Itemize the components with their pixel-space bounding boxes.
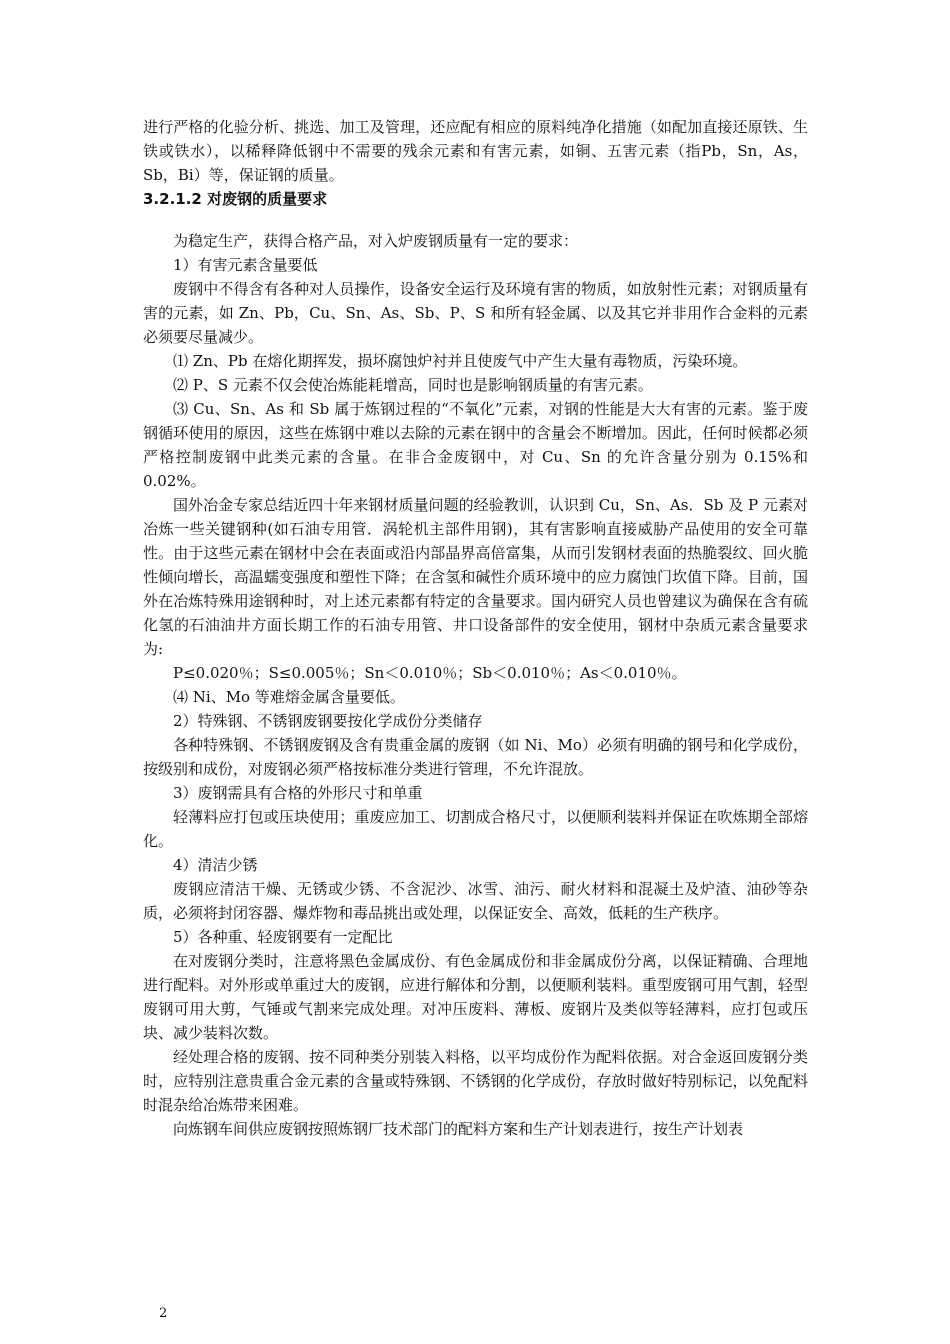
paragraph: 国外冶金专家总结近四十年来钢材质量问题的经验教训，认识到 Cu，Sn、As．Sb 及 P 元素对冶炼一些关键钢种(如石油专用管．涡轮机主部件用钢)，其有害影响直接威胁产品使用的安全可靠性。由于这些元素在钢材中会在表面或沿内部晶界高倍富集，从而引发钢材表面的热脆裂纹、回火脆性倾向增长，高温蠕变强度和塑性下降；在含氢和碱性介质环境中的应力腐蚀门坎值下降。目前，国外在冶炼特殊用途钢种时，对上述元素都有特定的含量要求。国内研究人员也曾建议为确保在含有硫化氢的石油油井方面长期工作的石油专用管、井口设备部件的安全使用，钢材中杂质元素含量要求为: bbox=[143, 496, 808, 658]
paragraph: 向炼钢车间供应废钢按照炼钢厂技术部门的配料方案和生产计划表进行，按生产计划表 bbox=[173, 1120, 744, 1138]
page-number: 2 bbox=[159, 1306, 168, 1321]
intro-paragraph: 进行严格的化验分析、挑选、加工及管理，还应配有相应的原料纯净化措施（如配加直接还原铁、生铁或铁水），以稀释降低钢中不需要的残余元素和有害元素，如铜、五害元素（指Pb，Sn，As，Sb，Bi）等，保证钢的质量。 bbox=[143, 118, 808, 184]
list-heading: 4）清洁少锈 bbox=[173, 856, 258, 874]
list-heading: 1）有害元素含量要低 bbox=[173, 256, 318, 274]
paragraph: 在对废钢分类时，注意将黑色金属成份、有色金属成份和非金属成份分离，以保证精确、合理地进行配料。对外形或单重过大的废钢，应进行解体和分割，以便顺利装料。重型废钢可用气割，轻型废钢可用大剪，气锤或气割来完成处理。对冲压废料、薄板、废钢片及类似等轻薄料，应打包或压块、减少装料次数。 bbox=[143, 952, 808, 1042]
list-item: ⑶ Cu、Sn、As 和 Sb 属于炼钢过程的“不氧化”元素，对钢的性能是大大有害的元素。鉴于废钢循环使用的原因，这些在炼钢中难以去除的元素在钢中的含量会不断增加。因此，任何时候都必须严格控制废钢中此类元素的含量。在非合金废钢中，对 Cu、Sn 的允许含量分别为 0.15%和 0.02%。 bbox=[143, 400, 808, 490]
list-item: ⑴ Zn、Pb 在熔化期挥发，损坏腐蚀炉衬并且使废气中产生大量有毒物质，污染环境。 bbox=[173, 352, 748, 370]
list-item: ⑵ P、S 元素不仅会使冶炼能耗增高，同时也是影响钢质量的有害元素。 bbox=[173, 376, 653, 394]
list-heading: 3）废钢需具有合格的外形尺寸和单重 bbox=[173, 784, 423, 802]
list-heading: 2）特殊钢、不锈钢废钢要按化学成份分类储存 bbox=[173, 712, 483, 730]
list-heading: 5）各种重、轻废钢要有一定配比 bbox=[173, 928, 393, 946]
paragraph: 废钢中不得含有各种对人员操作，设备安全运行及环境有害的物质，如放射性元素；对钢质量有害的元素，如 Zn、Pb，Cu、Sn、As、Sb、P、S 和所有轻金属、以及其它并非用作合金料的元素必须要尽量减少。 bbox=[143, 280, 808, 346]
list-item: ⑷ Ni、Mo 等难熔金属含量要低。 bbox=[173, 688, 405, 706]
paragraph: 废钢应清洁干燥、无锈或少锈、不含泥沙、冰雪、油污、耐火材料和混凝土及炉渣、油砂等杂质，必须将封闭容器、爆炸物和毒品挑出或处理，以保证安全、高效，低耗的生产秩序。 bbox=[143, 880, 808, 922]
paragraph: 轻薄料应打包或压块使用；重废应加工、切割成合格尺寸，以便顺利装料并保证在吹炼期全部熔化。 bbox=[143, 808, 808, 850]
paragraph: 为稳定生产，获得合格产品，对入炉废钢质量有一定的要求： bbox=[173, 232, 579, 250]
paragraph: 经处理合格的废钢、按不同种类分别装入料格，以平均成份作为配料依据。对合金返回废钢分类时，应特别注意贵重合金元素的含量或特殊钢、不锈钢的化学成份，存放时做好特别标记，以免配料时混杂给冶炼带来困难。 bbox=[143, 1048, 808, 1114]
document-body bbox=[143, 115, 808, 1141]
limits-line: P≤0.020％；S≤0.005％；Sn＜0.010％；Sb＜0.010％；As＜0.010％。 bbox=[173, 664, 687, 682]
paragraph: 各种特殊钢、不锈钢废钢及含有贵重金属的废钢（如 Ni、Mo）必须有明确的钢号和化学成份，按级别和成份，对废钢必须严格按标准分类进行管理，不允许混放。 bbox=[143, 736, 808, 778]
section-heading: 3.2.1.2 对废钢的质量要求 bbox=[143, 190, 328, 208]
